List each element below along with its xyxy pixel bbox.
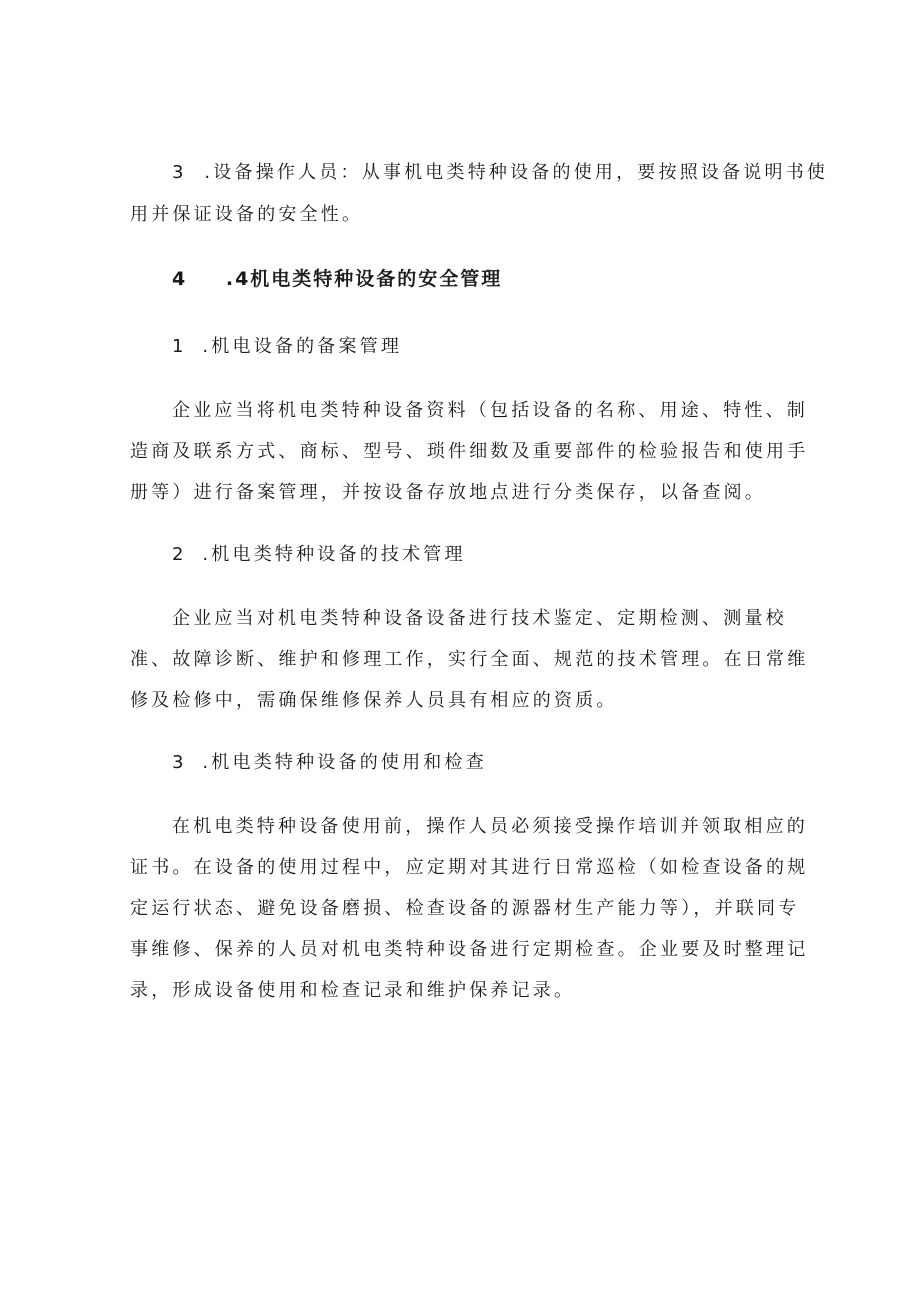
subsection-3-para-line-4: 事维修、保养的人员对机电类特种设备进行定期检查。企业要及时整理记 xyxy=(130,939,809,960)
item-3-text: .设备操作人员：从事机电类特种设备的使用，要按照设备说明书使 xyxy=(204,162,829,183)
section-heading-text: .4机电类特种设备的安全管理 xyxy=(225,268,503,290)
subsection-2-para-line-3: 修及检修中，需确保维修保养人员具有相应的资质。 xyxy=(130,690,618,711)
section-heading-number: 4 xyxy=(172,268,186,290)
subsection-1-number: 1 xyxy=(172,336,184,357)
subsection-2-para-line-2: 准、故障诊断、维护和修理工作，实行全面、规范的技术管理。在日常维 xyxy=(130,649,809,670)
subsection-3-number: 3 xyxy=(172,752,184,773)
subsection-1-para-line-1: 企业应当将机电类特种设备资料（包括设备的名称、用途、特性、制 xyxy=(172,400,808,421)
subsection-3-para-line-1: 在机电类特种设备使用前，操作人员必须接受操作培训并领取相应的 xyxy=(172,816,808,837)
subsection-2-para-line-1: 企业应当对机电类特种设备设备进行技术鉴定、定期检测、测量校 xyxy=(172,608,787,629)
subsection-3-para-line-3: 定运行状态、避免设备磨损、检查设备的源器材生产能力等），并联同专 xyxy=(130,898,800,919)
subsection-1-para-line-2: 造商及联系方式、商标、型号、琐件细数及重要部件的检验报告和使用手 xyxy=(130,441,809,462)
item-3-line-1 xyxy=(172,160,828,186)
item-3-line-2: 用并保证设备的安全性。 xyxy=(130,204,364,225)
item-3-number: 3 xyxy=(172,162,184,183)
subsection-2-title-text: .机电类特种设备的技术管理 xyxy=(202,544,466,565)
subsection-1-para-line-3: 册等）进行备案管理，并按设备存放地点进行分类保存，以备查阅。 xyxy=(130,482,766,503)
subsection-2-number: 2 xyxy=(172,544,184,565)
subsection-2-title xyxy=(172,542,466,568)
section-heading xyxy=(172,266,502,292)
subsection-1-title-text: .机电设备的备案管理 xyxy=(202,336,403,357)
subsection-3-title-text: .机电类特种设备的使用和检查 xyxy=(202,752,487,773)
subsection-3-para-line-2: 证书。在设备的使用过程中，应定期对其进行日常巡检（如检查设备的规 xyxy=(130,857,809,878)
subsection-3-title xyxy=(172,750,487,776)
subsection-3-para-line-5: 录，形成设备使用和检查记录和维护保养记录。 xyxy=(130,980,576,1001)
subsection-1-title xyxy=(172,334,402,360)
